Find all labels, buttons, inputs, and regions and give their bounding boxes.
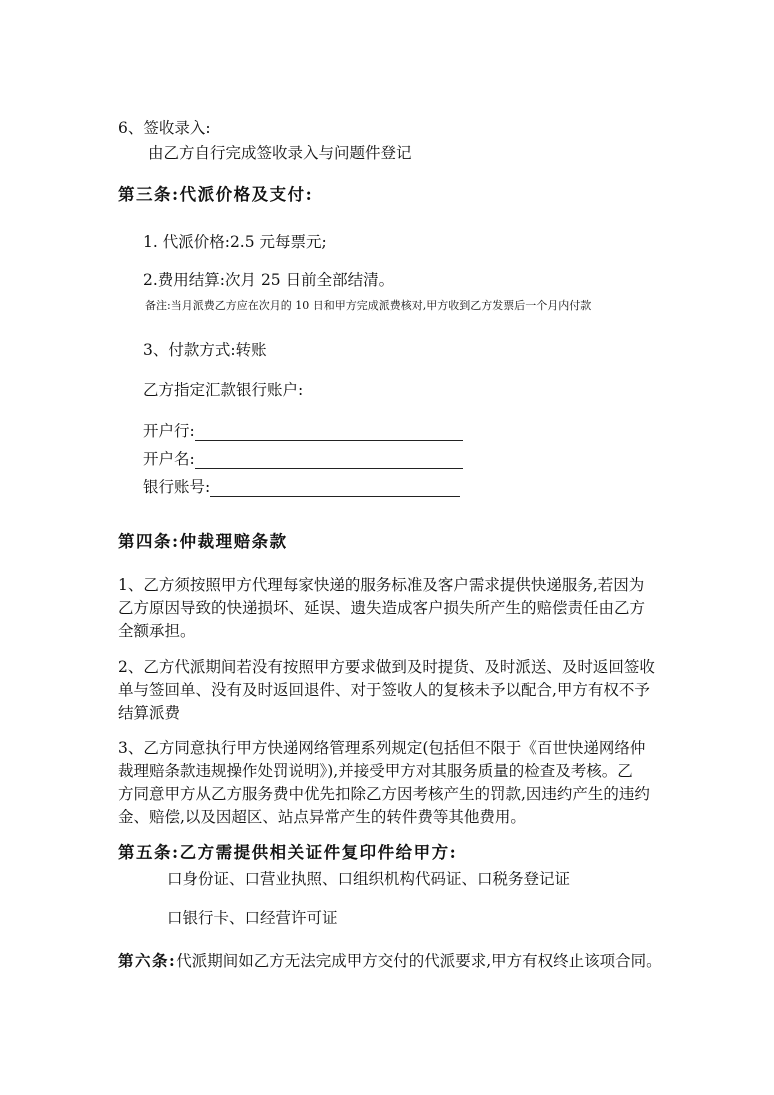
paragraph-line: 单与签回单、没有及时返回退件、对于签收人的复核未予以配合,甲方有权不予 <box>118 681 650 699</box>
paragraph-line: 金、赔偿,以及因超区、站点异常产生的转件费等其他费用。 <box>118 808 526 826</box>
paragraph-line: 方同意甲方从乙方服务费中优先扣除乙方因考核产生的罚款,因违约产生的违约 <box>118 785 650 803</box>
bank-field <box>143 421 463 441</box>
settlement-note: 备注:当月派费乙方应在次月的 10 日和甲方完成派费核对,甲方收到乙方发票后一个月内付款 <box>145 299 592 312</box>
paragraph-line: 裁理赔条款违规操作处罚说明》),并接受甲方对其服务质量的检查及考核。乙 <box>118 762 633 780</box>
paragraph-line: 全额承担。 <box>118 622 196 640</box>
account-blank <box>210 480 460 497</box>
settlement-line: 2.费用结算:次月 25 日前全部结清。 <box>143 271 395 289</box>
item-6-body: 由乙方自行完成签收录入与问题件登记 <box>148 144 412 162</box>
item-6-title: 6、签收录入: <box>118 119 211 137</box>
article-5-heading: 第五条:乙方需提供相关证件复印件给甲方: <box>118 843 458 862</box>
paragraph-line: 结算派费 <box>118 704 181 722</box>
account-label: 银行账号: <box>143 478 211 496</box>
article-4-paragraph-2 <box>118 656 678 725</box>
payment-method: 3、付款方式:转账 <box>143 341 267 359</box>
article-6 <box>118 951 662 971</box>
paragraph-line: 乙方原因导致的快递损坏、延误、遗失造成客户损失所产生的赔偿责任由乙方 <box>118 599 646 617</box>
paragraph-line: 1、乙方须按照甲方代理每家快递的服务标准及客户需求提供快递服务,若因为 <box>118 576 645 594</box>
article-4-paragraph-3 <box>118 737 678 829</box>
bank-label: 开户行: <box>143 422 195 440</box>
article-6-heading: 第六条: <box>118 951 177 970</box>
name-blank <box>195 452 463 469</box>
article-4-paragraph-1 <box>118 574 678 643</box>
article-6-text: 代派期间如乙方无法完成甲方交付的代派要求,甲方有权终止该项合同。 <box>176 952 662 970</box>
documents-line-2: 口银行卡、口经营许可证 <box>167 909 338 927</box>
account-field <box>143 477 460 497</box>
article-4-heading: 第四条:仲裁理赔条款 <box>118 532 288 551</box>
name-field <box>143 449 463 469</box>
price-line: 1. 代派价格:2.5 元每票元; <box>143 233 327 251</box>
paragraph-line: 2、乙方代派期间若没有按照甲方要求做到及时提货、及时派送、及时返回签收 <box>118 658 655 676</box>
documents-line-1: 口身份证、口营业执照、口组织机构代码证、口税务登记证 <box>167 870 571 888</box>
article-3-heading: 第三条:代派价格及支付: <box>118 185 314 204</box>
account-intro: 乙方指定汇款银行账户: <box>143 381 304 399</box>
bank-blank <box>195 424 463 441</box>
name-label: 开户名: <box>143 450 195 468</box>
paragraph-line: 3、乙方同意执行甲方快递网络管理系列规定(包括但不限于《百世快递网络仲 <box>118 739 646 757</box>
